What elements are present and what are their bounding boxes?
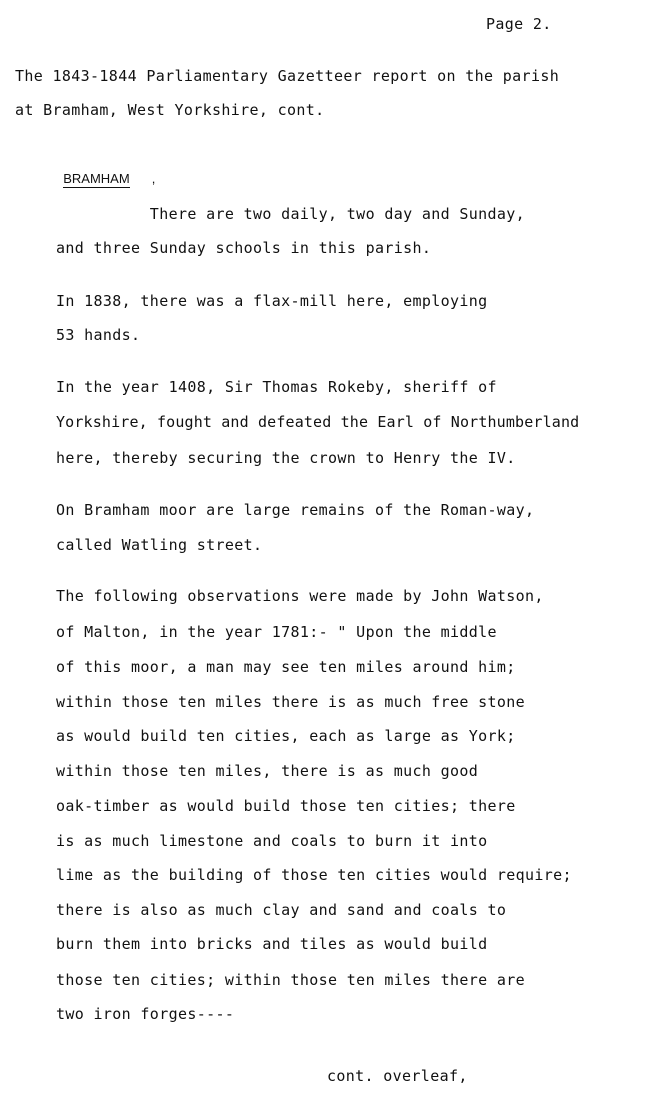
- text-line: Yorkshire, fought and defeated the Earl of Northumberland: [56, 413, 580, 431]
- text-line: within those ten miles there is as much free stone: [56, 693, 526, 711]
- text-line: There are two daily, two day and Sunday,: [56, 205, 526, 223]
- footer-note: cont. overleaf,: [327, 1067, 468, 1085]
- text-line: lime as the building of those ten cities would require;: [56, 866, 572, 884]
- text-line: In 1838, there was a flax-mill here, employing: [56, 292, 488, 310]
- text-line: two iron forges----: [56, 1005, 235, 1023]
- section-heading-comma: ,: [151, 171, 156, 186]
- text-line: of this moor, a man may see ten miles around him;: [56, 658, 516, 676]
- page-number: Page 2.: [486, 15, 552, 33]
- text-line: those ten cities; within those ten miles there are: [56, 971, 526, 989]
- text-line: called Watling street.: [56, 536, 263, 554]
- text-line: burn them into bricks and tiles as would build: [56, 935, 488, 953]
- text-line: there is also as much clay and sand and coals to: [56, 901, 507, 919]
- text-line: and three Sunday schools in this parish.: [56, 239, 432, 257]
- section-heading-text: BRAMHAM: [63, 171, 130, 186]
- header-line-1: The 1843-1844 Parliamentary Gazetteer report on the parish: [15, 67, 560, 85]
- section-heading: [56, 152, 155, 188]
- text-line: here, thereby securing the crown to Henry the IV.: [56, 449, 516, 467]
- text-line: In the year 1408, Sir Thomas Rokeby, sheriff of: [56, 378, 497, 396]
- text-line: 53 hands.: [56, 326, 141, 344]
- text-line: On Bramham moor are large remains of the Roman-way,: [56, 501, 535, 519]
- header-line-2: at Bramham, West Yorkshire, cont.: [15, 101, 325, 119]
- text-line: The following observations were made by John Watson,: [56, 587, 544, 605]
- text-line: as would build ten cities, each as large as York;: [56, 727, 516, 745]
- text-line: oak-timber as would build those ten cities; there: [56, 797, 516, 815]
- text-line: is as much limestone and coals to burn it into: [56, 832, 488, 850]
- text-line: of Malton, in the year 1781:- " Upon the middle: [56, 623, 497, 641]
- text-line: within those ten miles, there is as much good: [56, 762, 479, 780]
